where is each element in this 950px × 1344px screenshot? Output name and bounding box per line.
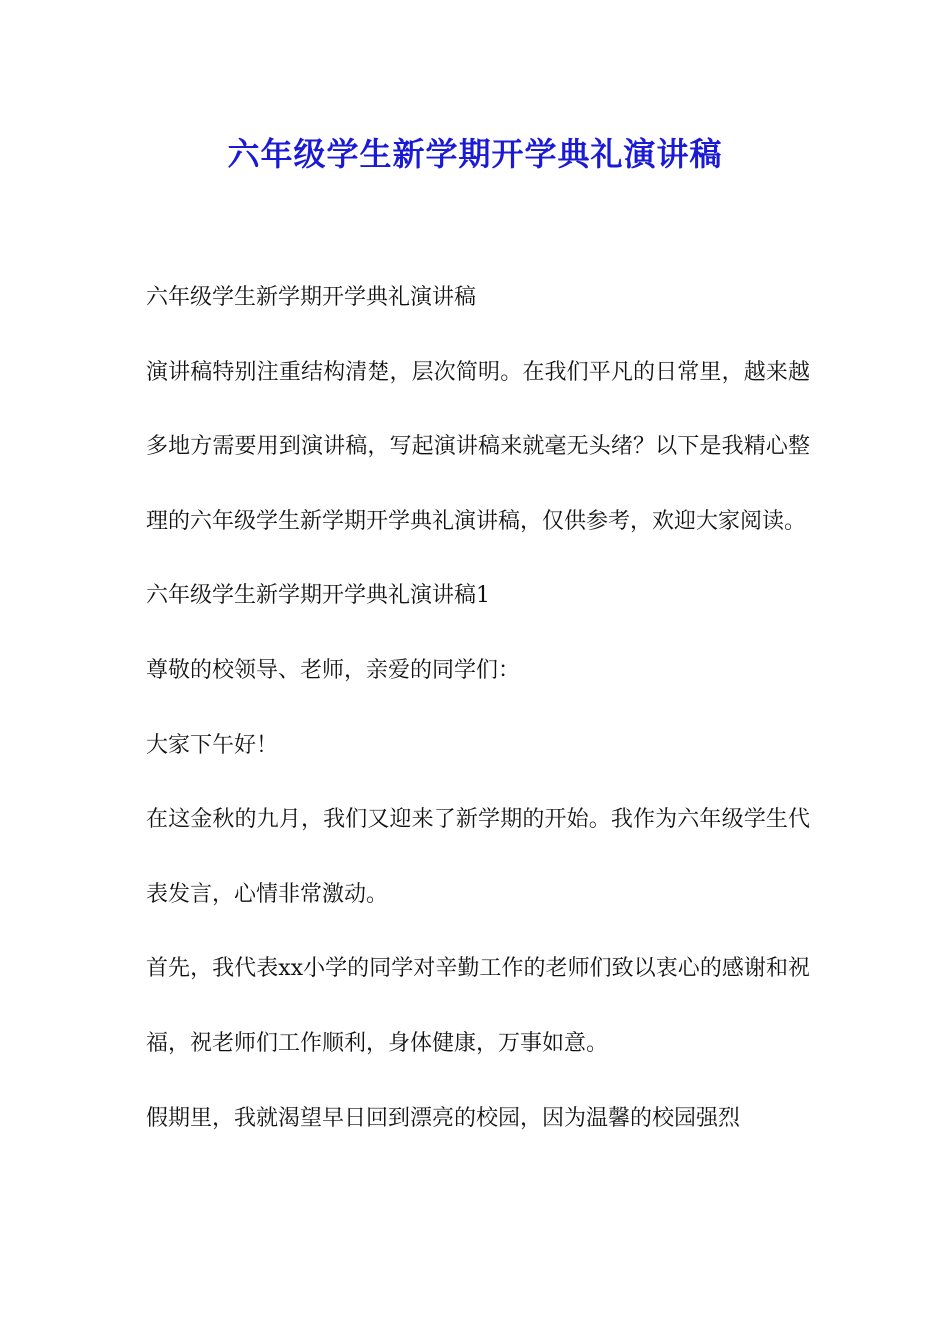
paragraph-subtitle: 六年级学生新学期开学典礼演讲稿: [146, 285, 477, 310]
paragraph-holiday: 假期里，我就渴望早日回到漂亮的校园，因为温馨的校园强烈: [146, 1105, 741, 1131]
paragraph-opening: 在这金秋的九月，我们又迎来了新学期的开始。我作为六年级学生代表发言，心情非常激动。: [146, 807, 810, 907]
paragraph-thanks: 首先，我代表xx小学的同学对辛勤工作的老师们致以衷心的感谢和祝福，祝老师们工作顺利，身体健康，万事如意。: [146, 956, 810, 1056]
paragraph-greeting: 大家下午好！: [146, 732, 279, 758]
document-title: 六年级学生新学期开学典礼演讲稿: [227, 135, 723, 173]
document-body: [146, 261, 810, 1156]
paragraph-intro: 演讲稿特别注重结构清楚，层次简明。在我们平凡的日常里，越来越多地方需要用到演讲稿，写起演讲稿来就毫无头绪？以下是我精心整理的六年级学生新学期开学典礼演讲稿，仅供参考，欢迎大家阅读。: [146, 359, 810, 534]
paragraph-heading-1: 六年级学生新学期开学典礼演讲稿1: [146, 583, 490, 609]
paragraph-salutation: 尊敬的校领导、老师，亲爱的同学们：: [146, 657, 521, 683]
